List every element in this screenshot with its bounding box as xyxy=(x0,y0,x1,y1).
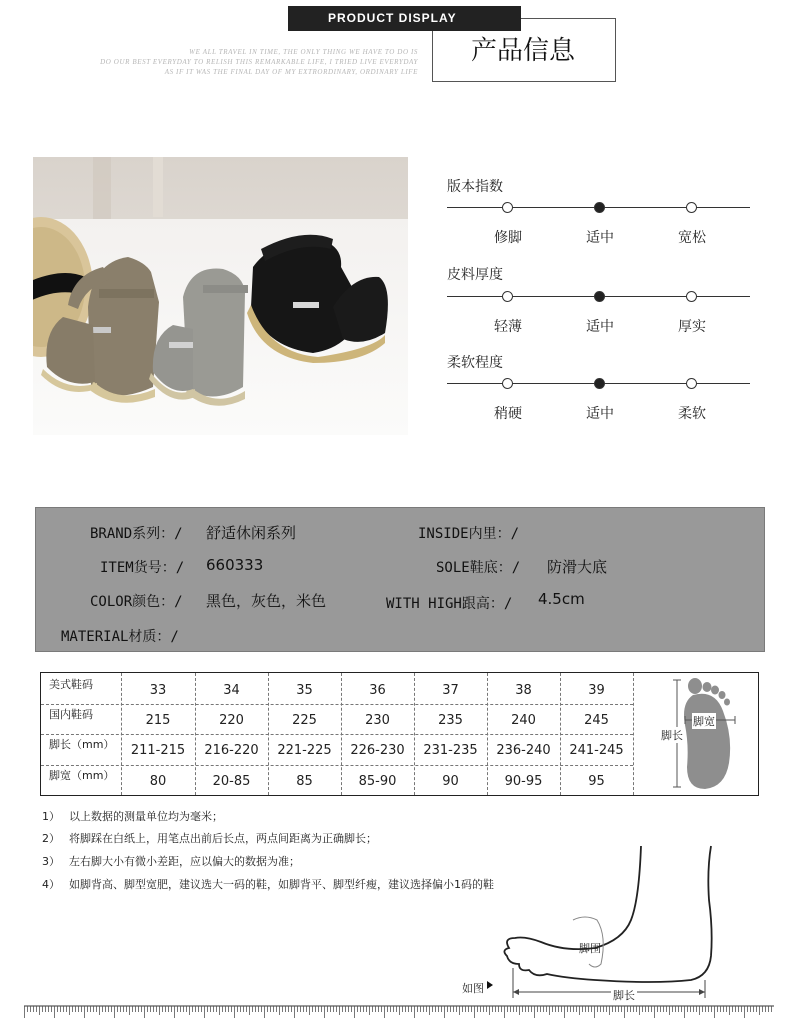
table-cell: 241-245 xyxy=(569,743,624,758)
table-cell: 235 xyxy=(438,713,463,728)
heel-value: 4.5cm xyxy=(538,590,585,608)
ruler-strip xyxy=(24,1004,774,1018)
table-cell: 225 xyxy=(292,713,317,728)
table-cell: 240 xyxy=(511,713,536,728)
row-label-foot-length: 脚长（mm） xyxy=(49,738,115,751)
index-thickness-option-3-dot[interactable] xyxy=(686,291,697,302)
foot-side-outline xyxy=(455,840,735,1000)
table-row xyxy=(41,766,633,797)
index-fit-option-1-dot[interactable] xyxy=(502,202,513,213)
table-cell: 245 xyxy=(584,713,609,728)
foot-width-label: 脚宽 xyxy=(693,715,715,728)
table-cell: 221-225 xyxy=(277,743,332,758)
table-cell: 33 xyxy=(149,683,167,698)
row-label-us-size: 美式鞋码 xyxy=(49,678,93,691)
index-softness-option-2-dot[interactable] xyxy=(594,378,605,389)
note-number: 2） xyxy=(42,832,60,845)
index-title-thickness: 皮料厚度 xyxy=(447,267,503,283)
inside-label: INSIDE内里：/ xyxy=(418,526,520,542)
table-cell: 226-230 xyxy=(350,743,405,758)
table-cell: 36 xyxy=(369,683,386,698)
heel-label: WITH HIGH跟高：/ xyxy=(386,596,513,612)
color-value: 黑色，灰色，米色 xyxy=(206,592,327,610)
circumference-label: 脚围 xyxy=(579,942,601,955)
table-cell: 236-240 xyxy=(496,743,551,758)
tagline-line-2: DO OUR BEST EVERYDAY TO RELISH THIS REMARKABLE LIFE, I TRIED LIVE EVERYDAY xyxy=(100,58,418,66)
page-title: 产品信息 xyxy=(470,36,575,66)
sole-value: 防滑大底 xyxy=(547,558,608,576)
index-fit-option-3: 宽松 xyxy=(678,230,706,246)
note-4 xyxy=(42,876,494,892)
table-cell: 37 xyxy=(442,683,459,698)
note-1 xyxy=(42,808,223,824)
index-fit-option-3-dot[interactable] xyxy=(686,202,697,213)
length-label: 脚长 xyxy=(613,989,635,1002)
as-shown-label: 如图 xyxy=(462,982,484,995)
index-title-fit: 版本指数 xyxy=(447,179,503,195)
sandals-illustration xyxy=(33,157,408,435)
index-thickness-option-2-dot[interactable] xyxy=(594,291,605,302)
table-cell: 85-90 xyxy=(358,774,397,789)
index-fit-option-2-dot[interactable] xyxy=(594,202,605,213)
index-thickness-option-1: 轻薄 xyxy=(494,319,522,335)
table-cell: 20-85 xyxy=(212,774,251,789)
index-fit-option-1: 修脚 xyxy=(494,230,522,246)
table-divider xyxy=(633,673,634,795)
product-display-tag: PRODUCT DISPLAY xyxy=(288,6,521,31)
product-photo xyxy=(33,157,408,435)
index-title-softness: 柔软程度 xyxy=(447,355,503,371)
row-label-cn-size: 国内鞋码 xyxy=(49,708,93,721)
table-cell: 85 xyxy=(296,774,313,789)
table-cell: 216-220 xyxy=(204,743,259,758)
item-label: ITEM货号：/ xyxy=(100,560,185,576)
index-thickness-option-3: 厚实 xyxy=(678,319,706,335)
note-text: 将脚踩在白纸上，用笔点出前后长点，两点间距离为正确脚长； xyxy=(69,832,377,845)
size-table xyxy=(40,672,759,796)
table-cell: 90-95 xyxy=(504,774,543,789)
index-softness-option-3-dot[interactable] xyxy=(686,378,697,389)
row-label-foot-width: 脚宽（mm） xyxy=(49,769,115,782)
index-softness-option-3: 柔软 xyxy=(678,406,706,422)
color-label: COLOR颜色：/ xyxy=(90,594,183,610)
note-text: 如脚背高、脚型宽肥，建议选大一码的鞋，如脚背平、脚型纤瘦，建议选择偏小1码的鞋 xyxy=(69,878,494,891)
table-cell: 95 xyxy=(588,774,605,789)
table-cell: 211-215 xyxy=(130,743,186,758)
footprint-panel xyxy=(637,675,755,793)
index-thickness-option-2: 适中 xyxy=(586,319,614,335)
note-number: 1） xyxy=(42,810,60,823)
table-cell: 220 xyxy=(219,713,244,728)
brand-label: BRAND系列：/ xyxy=(90,526,183,542)
tagline-line-3: AS IF IT WAS THE FINAL DAY OF MY EXTRORDINARY, ORDINARY LIFE xyxy=(164,68,418,76)
foot-length-label: 脚长 xyxy=(661,729,683,742)
note-text: 左右脚大小有微小差距，应以偏大的数据为准； xyxy=(69,855,300,868)
arrow-right-icon xyxy=(487,981,493,989)
spec-panel xyxy=(35,507,765,652)
index-fit-option-2: 适中 xyxy=(586,230,614,246)
index-thickness-option-1-dot[interactable] xyxy=(502,291,513,302)
table-cell: 35 xyxy=(296,683,313,698)
brand-value: 舒适休闲系列 xyxy=(206,524,297,542)
table-cell: 39 xyxy=(588,683,605,698)
table-cell: 38 xyxy=(515,683,532,698)
item-value: 660333 xyxy=(206,556,264,574)
table-cell: 215 xyxy=(145,713,171,728)
note-number: 3） xyxy=(42,855,60,868)
note-number: 4） xyxy=(42,878,60,891)
sole-label: SOLE鞋底：/ xyxy=(436,560,521,576)
ruler-ticks xyxy=(24,1005,774,1019)
index-softness-option-1: 稍硬 xyxy=(494,406,522,422)
note-text: 以上数据的测量单位均为毫米； xyxy=(69,810,223,823)
table-cell: 80 xyxy=(149,774,167,789)
tagline-line-1: WE ALL TRAVEL IN TIME, THE ONLY THING WE HAVE TO DO IS xyxy=(189,48,418,56)
table-cell: 231-235 xyxy=(423,743,478,758)
note-2 xyxy=(42,830,377,846)
material-label: MATERIAL材质：/ xyxy=(61,629,179,645)
note-3 xyxy=(42,853,300,869)
table-row xyxy=(41,675,633,706)
table-cell: 90 xyxy=(442,774,459,789)
table-cell: 230 xyxy=(365,713,390,728)
footprint-icon xyxy=(637,675,755,793)
table-row xyxy=(41,735,633,766)
table-row xyxy=(41,705,633,736)
index-softness-option-1-dot[interactable] xyxy=(502,378,513,389)
index-softness-option-2: 适中 xyxy=(586,406,614,422)
table-cell: 34 xyxy=(223,683,240,698)
foot-measure-diagram xyxy=(455,840,735,1000)
